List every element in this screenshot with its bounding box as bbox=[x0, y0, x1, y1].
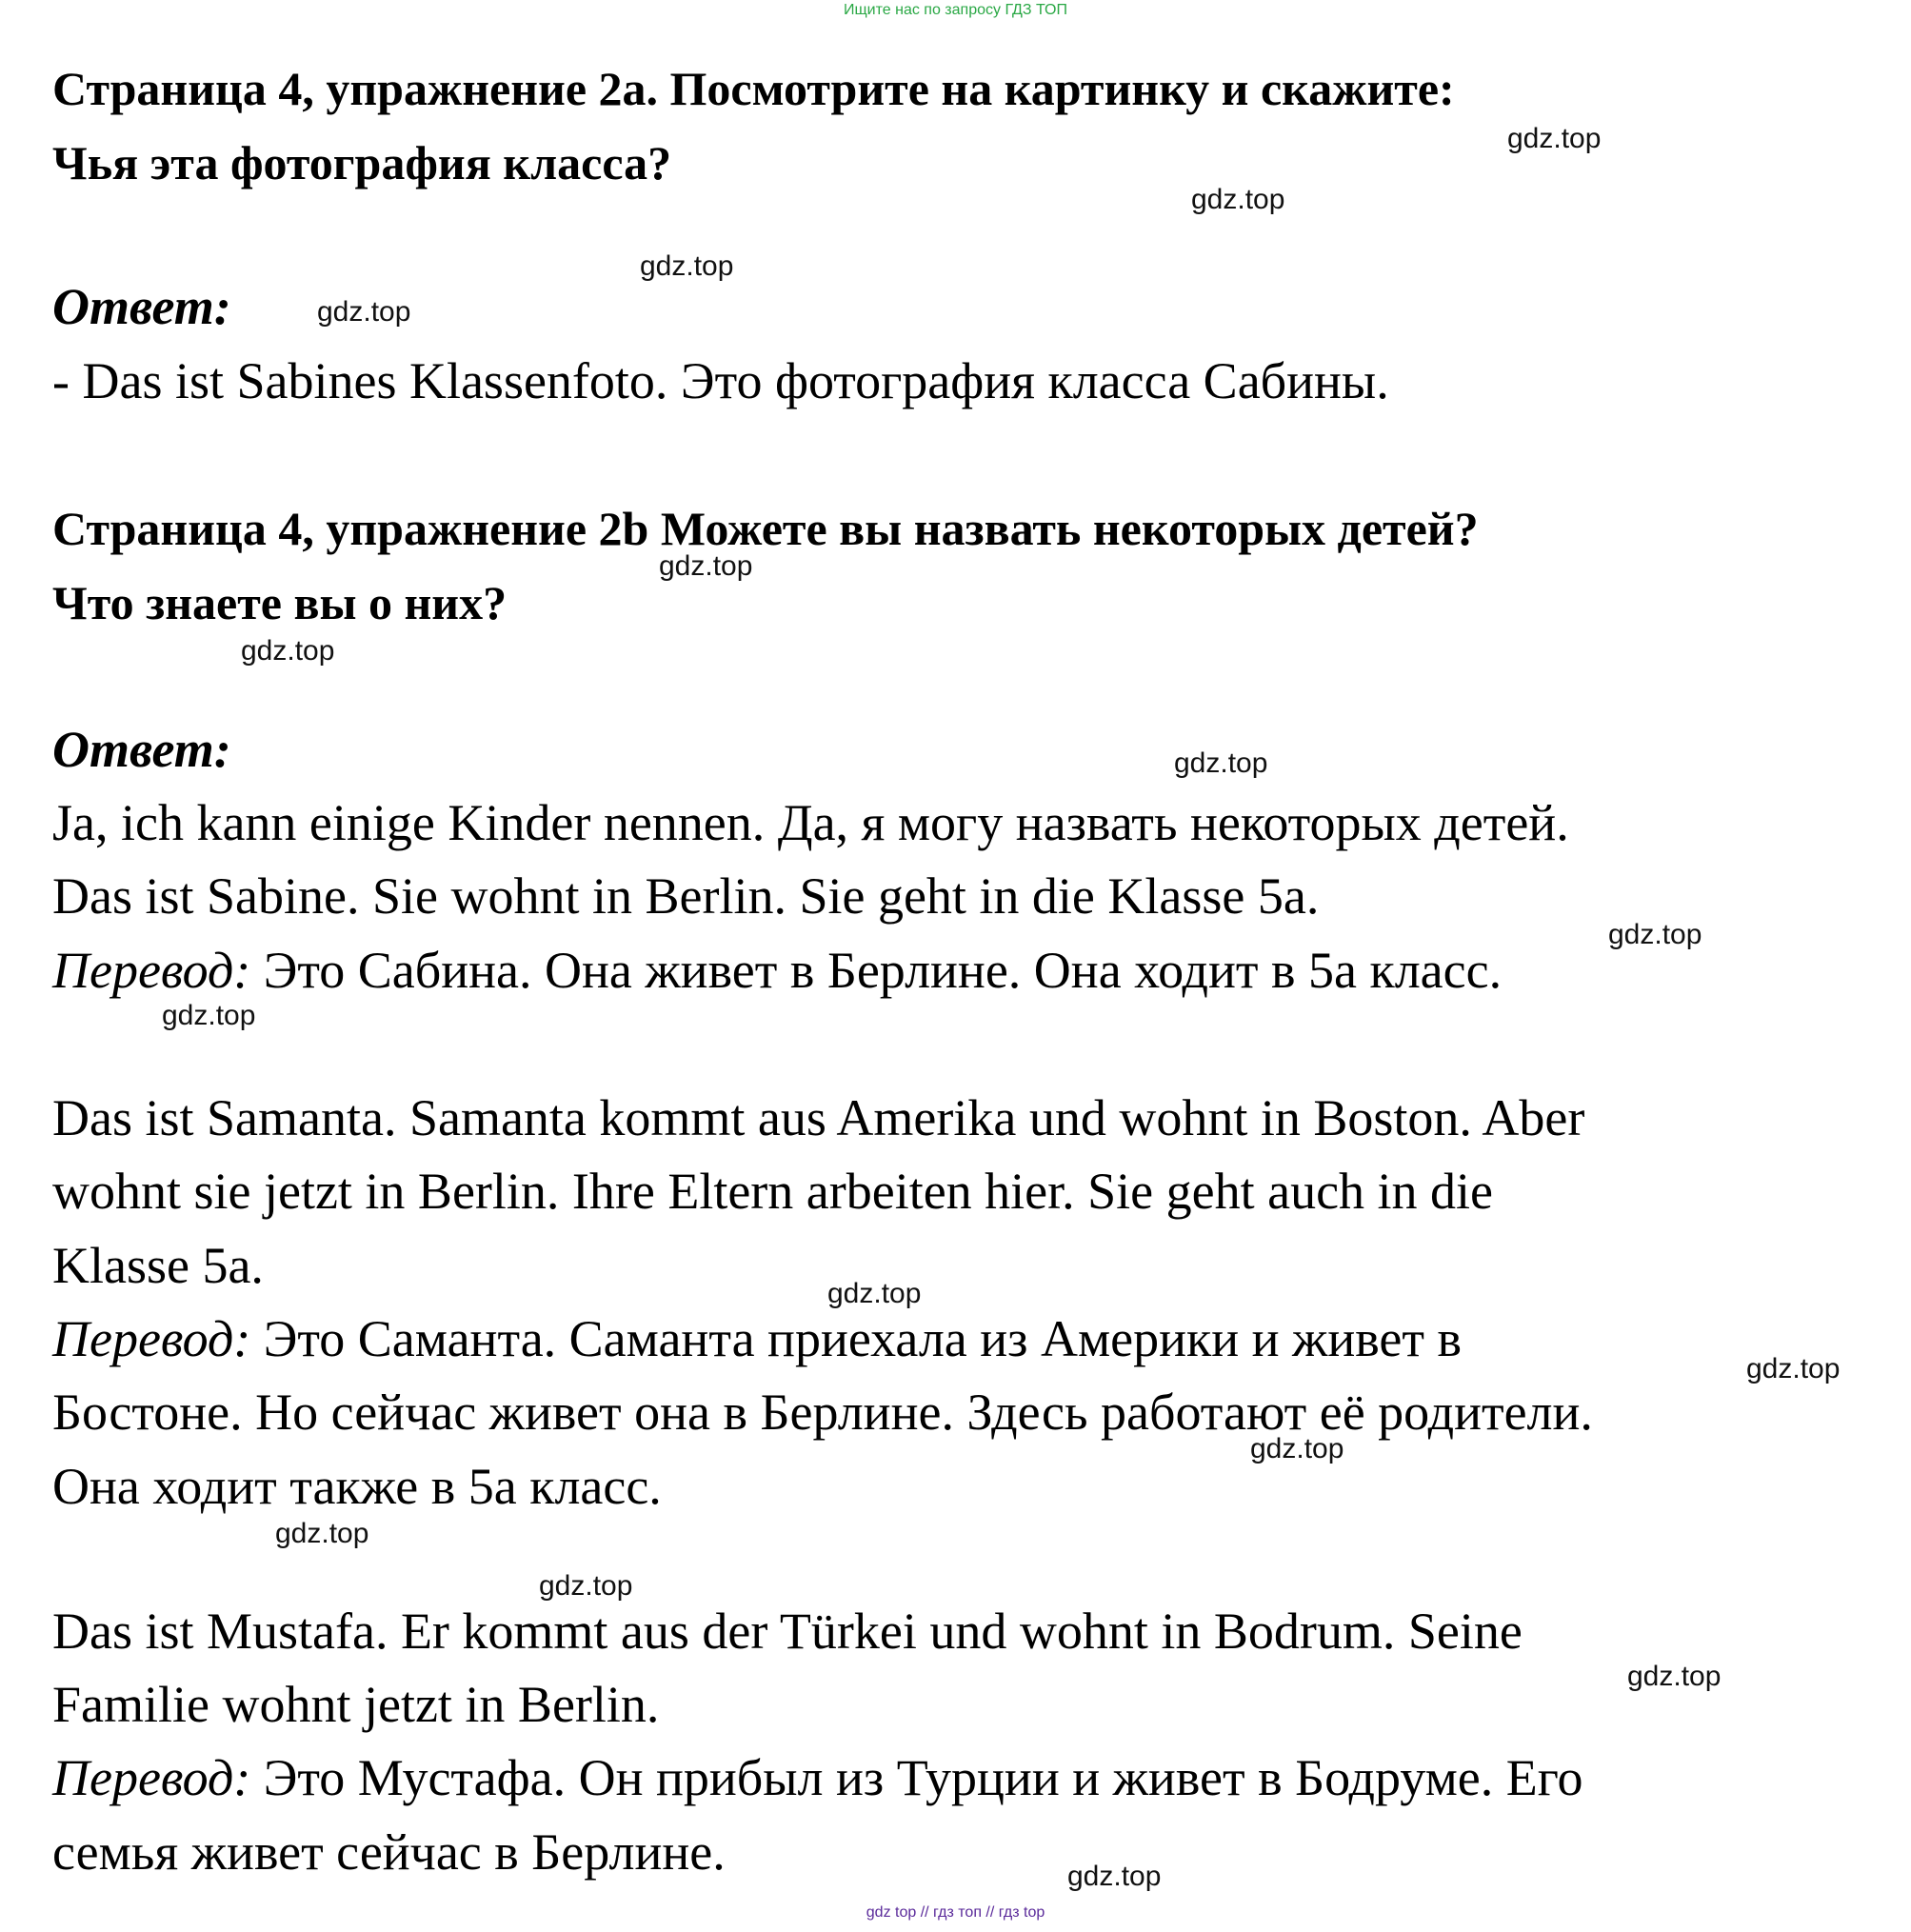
watermark: gdz.top bbox=[1507, 123, 1602, 154]
watermark: gdz.top bbox=[539, 1570, 633, 1602]
exercise-2b-heading-line2: Что знаете вы о них? bbox=[52, 576, 508, 629]
watermark: gdz.top bbox=[1746, 1353, 1841, 1384]
watermark: gdz.top bbox=[1608, 919, 1702, 950]
watermark: gdz.top bbox=[275, 1518, 369, 1549]
translation-label: Перевод: bbox=[52, 1310, 251, 1367]
watermark: gdz.top bbox=[1627, 1661, 1722, 1692]
samanta-german-line2: wohnt sie jetzt in Berlin. Ihre Eltern arbeiten hier. Sie geht auch in die bbox=[52, 1163, 1494, 1220]
sabine-german: Das ist Sabine. Sie wohnt in Berlin. Sie geht in die Klasse 5a. bbox=[52, 867, 1320, 925]
watermark: gdz.top bbox=[827, 1278, 922, 1309]
watermark: gdz.top bbox=[317, 296, 411, 328]
samanta-translation-line2: Бостоне. Но сейчас живет она в Берлине. Здесь работают её родители. bbox=[52, 1384, 1593, 1441]
mustafa-translation-line2: семья живет сейчас в Берлине. bbox=[52, 1823, 726, 1881]
watermark: gdz.top bbox=[659, 550, 753, 582]
samanta-german-line1: Das ist Samanta. Samanta kommt aus Amerika und wohnt in Boston. Aber bbox=[52, 1089, 1585, 1146]
sabine-russian: Это Сабина. Она живет в Берлине. Она ходит в 5а класс. bbox=[250, 942, 1503, 999]
watermark: gdz.top bbox=[1067, 1861, 1162, 1892]
exercise-2a-heading-line2: Чья эта фотография класса? bbox=[52, 136, 672, 189]
mustafa-german-line1: Das ist Mustafa. Er kommt aus der Türkei und wohnt in Bodrum. Seine bbox=[52, 1603, 1523, 1660]
exercise-2b-answer-label: Ответ: bbox=[52, 721, 231, 778]
samanta-russian-line1: Это Саманта. Саманта приехала из Америки и живет в bbox=[250, 1310, 1462, 1367]
exercise-2b-intro: Ja, ich kann einige Kinder nennen. Да, я могу назвать некоторых детей. bbox=[52, 794, 1569, 851]
samanta-german-line3: Klasse 5a. bbox=[52, 1237, 264, 1294]
watermark: gdz.top bbox=[162, 1000, 256, 1031]
exercise-2a-answer-label: Ответ: bbox=[52, 278, 231, 335]
watermark: gdz.top bbox=[1191, 184, 1285, 215]
bottom-banner: gdz top // гдз топ // гдз top bbox=[866, 1904, 1045, 1921]
watermark: gdz.top bbox=[1174, 747, 1268, 779]
exercise-2a-answer-text: - Das ist Sabines Klassenfoto. Это фотография класса Сабины. bbox=[52, 352, 1389, 409]
top-banner: Ищите нас по запросу ГДЗ ТОП bbox=[844, 2, 1067, 18]
watermark: gdz.top bbox=[241, 635, 335, 667]
exercise-2a-heading-line1: Страница 4, упражнение 2a. Посмотрите на картинку и скажите: bbox=[52, 62, 1455, 115]
exercise-2b-heading-line1: Страница 4, упражнение 2b Можете вы назвать некоторых детей? bbox=[52, 502, 1479, 555]
mustafa-russian-line1: Это Мустафа. Он прибыл из Турции и живет в Бодруме. Его bbox=[250, 1749, 1583, 1806]
translation-label: Перевод: bbox=[52, 1749, 251, 1806]
watermark: gdz.top bbox=[640, 250, 734, 282]
translation-label: Перевод: bbox=[52, 942, 251, 999]
mustafa-german-line2: Familie wohnt jetzt in Berlin. bbox=[52, 1676, 660, 1733]
sabine-translation bbox=[52, 937, 1502, 1004]
watermark: gdz.top bbox=[1250, 1433, 1344, 1464]
samanta-translation-line3: Она ходит также в 5а класс. bbox=[52, 1458, 662, 1515]
mustafa-translation-line1 bbox=[52, 1744, 1583, 1811]
samanta-translation-line1 bbox=[52, 1305, 1462, 1372]
